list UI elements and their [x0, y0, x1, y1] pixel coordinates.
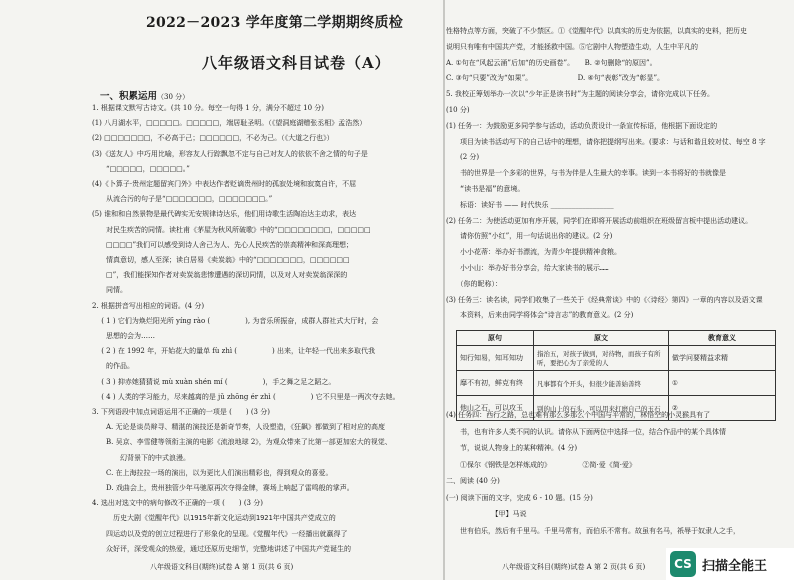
- text-line: D. 戏曲会上，贵州独管少年马驰原再次夺得金牌，赛场上响起了雷鸣般的掌声。: [92, 484, 354, 492]
- text-line: 二、阅读 (40 分): [446, 477, 500, 485]
- text-line: 1. 根据课文默写古诗文。(共 10 分。每空一句得 1 分，满分不超过 10 分): [92, 104, 324, 112]
- section-score: （30 分）: [157, 93, 190, 101]
- exam-term-title: 2022－2023 学年度第二学期期终质检: [146, 15, 404, 31]
- page-footer-1: 八年级语文科目(期终)试卷 A 第 1 页(共 6 页): [150, 563, 294, 571]
- camscanner-logo-icon: CS: [670, 551, 696, 577]
- table-cell: ①: [669, 371, 776, 396]
- text-line: 标语：读好书 —— 时代快乐 __________________: [446, 200, 614, 209]
- text-line: ①保尔《钢铁是怎样炼成的》 ②简·爱《简·爱》: [446, 460, 636, 469]
- text-line: (一) 阅读下面的文字，完成 6 - 10 题。(15 分): [446, 493, 593, 502]
- text-line: 情真意切，感人至深；读白居易《卖炭翁》中的“□□□□□□□，□□□□□□: [92, 256, 350, 264]
- text-line: 3. 下列语段中加点词语运用不正确的一项是 ( ) (3 分): [92, 408, 270, 416]
- text-line: “读书是福”的意境。: [446, 185, 525, 193]
- text-line: 从流合污的句子是“□□□□□□□，□□□□□□□。”: [92, 195, 273, 204]
- text-line: 小小山：举办好书分享会，给大家读书的展示……: [446, 264, 609, 272]
- table-header-row: [457, 331, 776, 346]
- text-line: 5. 我校正筹划举办一次以“少年正是读书时”为主题的阅读分享会，请你完成以下任务。: [446, 90, 715, 99]
- section-heading-1: [100, 88, 189, 102]
- table-cell: 凡事都有个开头，但很少能善始善终: [534, 371, 669, 396]
- table-cell: 做学问要精益求精: [669, 346, 776, 371]
- exam-paper-title: 八年级语文科目试卷（A）: [202, 54, 391, 72]
- camscanner-watermark: [666, 548, 794, 580]
- text-line: 本资料，后来由同学将体会“诗言志”的教育意义。(2 分): [446, 311, 634, 320]
- text-line: ( 4 ) 人类的学习能力，尽来越离的是 jǔ zhōng ér zhì ( ) 它不只里是一两次夺去她。: [92, 392, 400, 401]
- text-line: 同情。: [92, 286, 127, 295]
- text-line: 众好评，深受观众的热爱，通过还原历史细节，完整地讲述了中国共产党诞生的: [92, 544, 351, 553]
- text-line: (5) 谁和和自然景物是最代碑实无安规律诗达乐，他们用诗歌生活陶冶达主动求，表达: [92, 210, 357, 219]
- text-line: (3) 任务三：读名读，同学们收集了一些关于《经典常谈》中的《〈诗经〉第四》一章的内容以及语文课: [446, 295, 763, 304]
- page-fold-divider: [443, 0, 445, 580]
- text-line: 性格特点等方面，突破了不少禁区。①《觉醒年代》以真实的历史为依据，以真实的史料，把历史: [446, 27, 747, 35]
- table-header: 教育意义: [669, 331, 776, 346]
- text-line: 历史大剧《觉醒年代》以1915年新文化运动到1921年中国共产党成立的: [92, 514, 336, 523]
- section-label: 一、积累运用: [100, 91, 158, 102]
- poetry-table: [456, 330, 776, 421]
- text-line: □”，我们能探知作者对卖炭翁悲惨遭遇的深切同情，以及对人对卖炭翁深深的: [92, 271, 348, 280]
- text-line: (4) 任务四：西行之路，总也难有那么多那么个中国与平常的，林悟空的小灵猴具有了: [446, 411, 711, 419]
- text-line: (2 分): [446, 153, 480, 162]
- text-line: 世有伯乐，然后有千里马。千里马常有，而伯乐不常有。故虽有名马，祇辱于奴隶人之手，: [446, 526, 740, 535]
- table-cell: 指治五，对孩子做到，对待物，而孩子有所听，要把心为了亲爱的人: [534, 346, 669, 371]
- table-cell: 别的山上的石头，可以用来打磨自己的玉石: [534, 396, 669, 421]
- text-line: ( 3 ) 抑赤她猜猜说 mù xuàn shén mí ( )，手之舞之足之蹈之。: [92, 377, 336, 386]
- text-line: 思想的会为……: [92, 332, 155, 340]
- table-header: 原句: [457, 331, 534, 346]
- camscanner-label: 扫描全能王: [702, 558, 768, 574]
- text-line: 幻背景下的中式浪漫。: [92, 453, 190, 462]
- table-row: [457, 346, 776, 371]
- text-line: 请你仿照“小红”，用一句话说出你的建议。(2 分): [446, 232, 613, 241]
- text-line: 的作品。: [92, 362, 134, 371]
- exam-page-2: [446, 0, 776, 580]
- text-line: 说明只有唯有中国共产党，才能拯救中国。⑤它剧中人物塑造生动，人生中平凡的: [446, 42, 698, 51]
- text-line: C. 在上海拉拉一场的演出，以为更比人们演出精彩也，得到观众的喜爱。: [92, 468, 333, 477]
- text-line: 书，也有许多人类不同的认识。请你从下面两位中选择一位，结合作品中的某个具体情: [446, 427, 726, 436]
- text-line: 书的世界是一个多彩的世界，与书为伴是人生最大的幸事。读到一本书将好的书就像是: [446, 169, 726, 178]
- text-line: (2) □□□□□□□，不必高于己；□□□□□□，不必为己。（《大道之行也》）: [92, 134, 334, 143]
- text-line: ( 2 ) 在 1992 年，开始花大的量单 fù zhì ( ) 出来，让年轻一代出来多取代我: [92, 347, 375, 356]
- text-line: (3)《送友人》中巧用比喻，形容友人行踪飘忽不定与自己对友人的依依不舍之情的句子是: [92, 149, 368, 158]
- table-cell: 靡不有初，鲜克有终: [457, 371, 534, 396]
- text-line: (1) 八月湖水平，□□□□□。□□□□□，端居耻圣明。（《望洞庭湖赠张丞相》孟浩然）: [92, 119, 367, 128]
- text-line: ( 1 ) 它们为焕烂阳光所 yíng rào ( ), 为音乐所振奋，成群人群社式大厅时，会: [92, 316, 379, 325]
- text-line: 小小花蒂：举办好书漂流，为青少年提供精神食粮。: [446, 248, 621, 257]
- text-line: 4. 选出对选文中的病句修改不正确的一项 ( ) (3 分): [92, 499, 263, 508]
- text-line: □□□□”我们可以感受到诗人舍己为人、先心人民疾苦的崇高精神和深高理想；: [92, 240, 354, 249]
- table-cell: ②: [669, 396, 776, 421]
- text-line: 四运动以及党的创立过程进行了形象化的呈现。《觉醒年代》一经播出就赢得了: [92, 529, 348, 538]
- text-line: （你的昵称）：: [446, 279, 502, 288]
- text-line: (4)《卜算子·贵州定题留宾门外》中表达作者贬谪贵州时的孤寂处境和寂寞自许，不屈: [92, 180, 357, 188]
- text-line: (1) 任务一：为鼓励更多同学参与活动，活动负责设计一条宣传标语，他根据下面设定的: [446, 121, 718, 130]
- text-line: A. 无论是谈员辩寻、精湛的演技还是新奇节奏，人设塑造，《狂飙》都做到了相对应的高度: [92, 423, 386, 432]
- text-line: (10 分): [446, 106, 470, 114]
- text-line: “□□□□□，□□□□□。”: [92, 164, 190, 173]
- text-line: A. ①句在“风起云涌”后加“的历史画卷”。 B. ②句删除“的原因”。: [446, 58, 657, 67]
- text-line: 项目为读书活动写下的自己话中的理想，请你把提纲写出来。(要求：与话和谐且较对仗、每空 8 字: [446, 137, 766, 146]
- text-line: 对民生疾苦的同情。读杜甫《茅屋为秋风所破歌》中的“□□□□□□□□，□□□□□: [92, 225, 371, 234]
- text-line: C. ③句“只要”改为“如果”。 D. ④句“表彰”改为“彰显”。: [446, 74, 665, 83]
- text-line: 2. 根据拼音写出相应的词语。(4 分): [92, 301, 205, 310]
- exam-page-1: [92, 0, 444, 580]
- text-line: (2) 任务二：为使活动更加有序开展，同学们在即将开展活动前组织在班级留言板中提出活动建议。: [446, 216, 753, 225]
- text-line: 节，说说人物身上的某种精神。(4 分): [446, 444, 578, 452]
- text-line: B. 吴京、李雪健等领衔主演的电影《流浪地球 2》，为观众带来了比第一部更加宏大的视觉、: [92, 438, 392, 447]
- table-cell: 知行知易，知耳知功: [457, 346, 534, 371]
- page-footer-2: 八年级语文科目(期终)试卷 A 第 2 页(共 6 页): [502, 563, 646, 571]
- table-header: 原文: [534, 331, 669, 346]
- text-line: 【甲】马说: [446, 510, 527, 518]
- table-cell: 他山之石，可以攻玉: [457, 396, 534, 421]
- table-row: [457, 371, 776, 396]
